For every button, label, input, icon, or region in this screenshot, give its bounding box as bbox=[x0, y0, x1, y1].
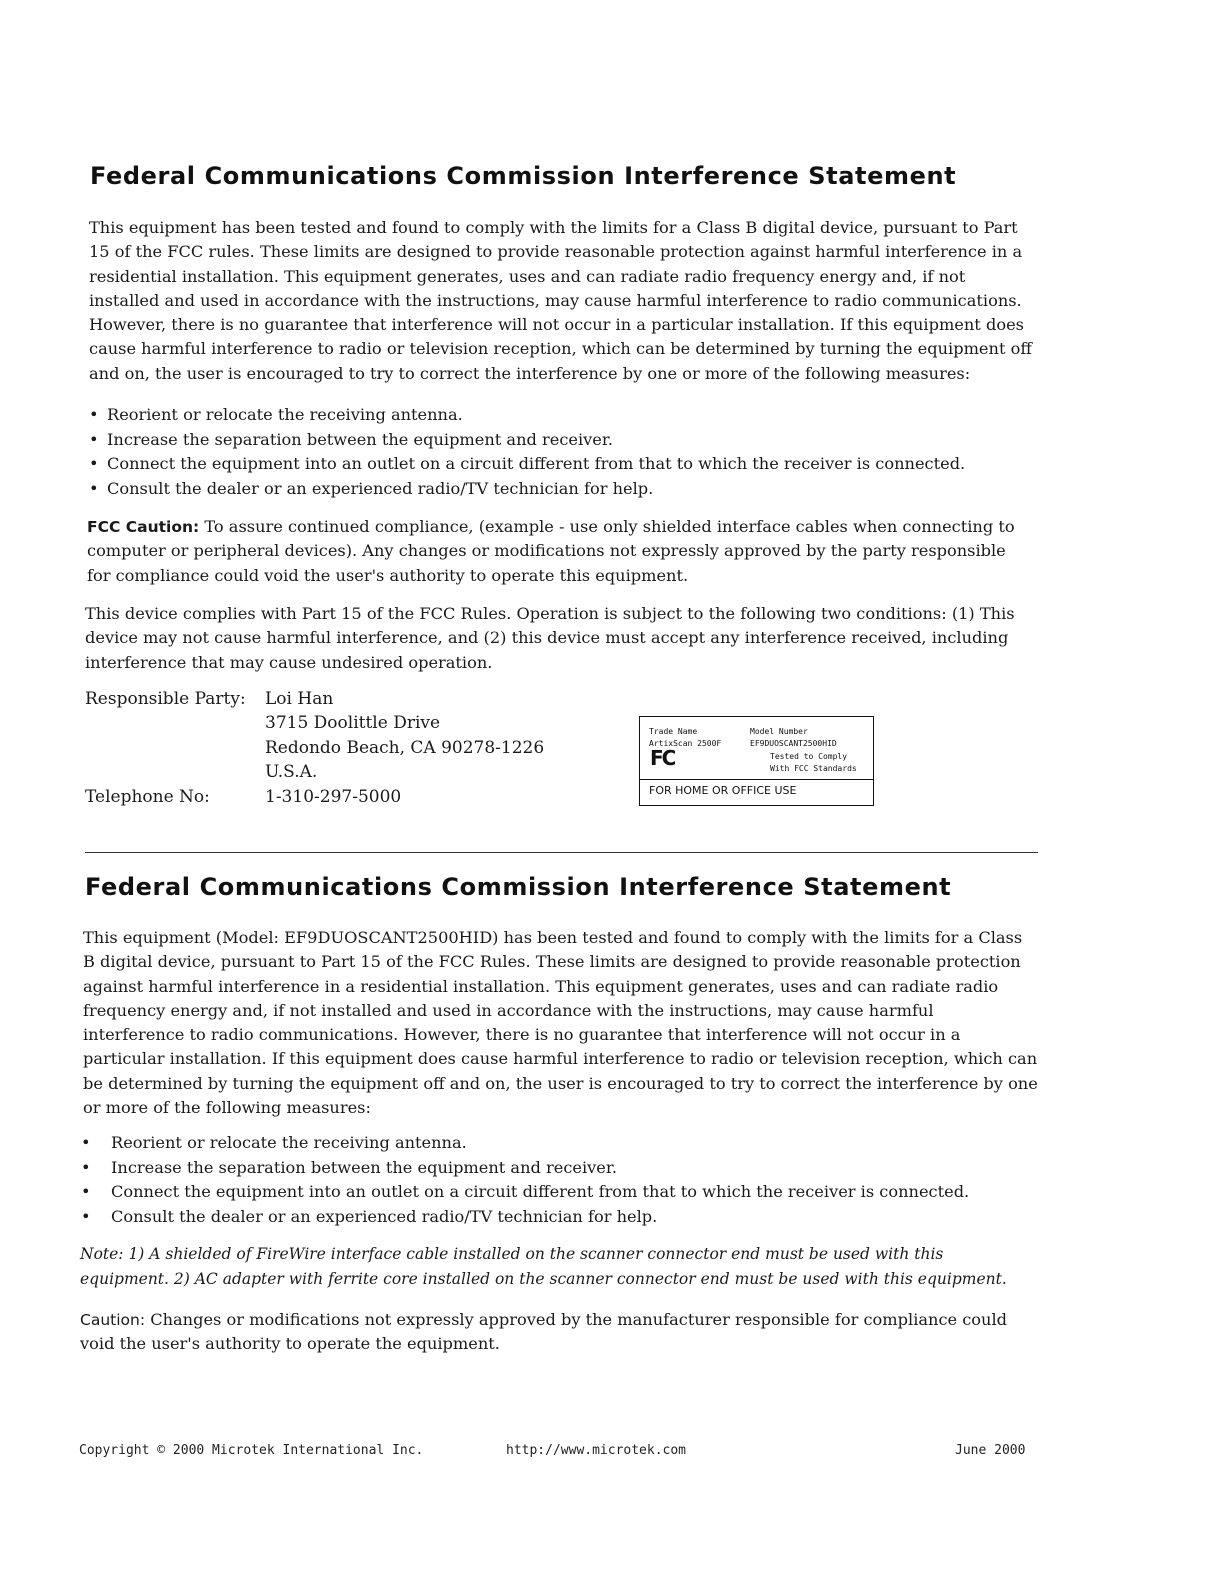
fcc-compliance-label bbox=[639, 716, 874, 806]
trade-name-value: ArtixScan 2500F bbox=[649, 739, 722, 748]
list-item: • Increase the separation between the equipment and receiver. bbox=[89, 428, 1039, 453]
section-divider bbox=[85, 852, 1038, 853]
section2-measures-list bbox=[81, 1131, 1036, 1229]
caution-text: To assure continued compliance, (example - use only shielded interface cables when connecting to computer or peripheral devices). Any changes or modifications not expressly approved by the party responsible for compliance could void the user's authority to operate this equipment. bbox=[87, 517, 1015, 585]
model-number-value: EF9DUOSCANT2500HID bbox=[750, 739, 837, 748]
caution-text: Changes or modifications not expressly approved by the manufacturer responsible for compliance could void the user's authority to operate the equipment. bbox=[80, 1310, 1008, 1354]
list-item: • Connect the equipment into an outlet on a circuit different from that to which the receiver is connected. bbox=[89, 452, 1039, 477]
section1-measures-list bbox=[89, 403, 1039, 501]
trade-name-heading: Trade Name bbox=[649, 727, 698, 736]
list-item: • Consult the dealer or an experienced radio/TV technician for help. bbox=[89, 477, 1039, 502]
label-divider bbox=[640, 779, 873, 780]
fcc-logo-icon: FC bbox=[650, 746, 675, 770]
list-item: • Consult the dealer or an experienced radio/TV technician for help. bbox=[81, 1205, 1036, 1230]
responsible-party-label: Responsible Party: bbox=[85, 689, 246, 709]
section1-caution bbox=[87, 515, 1027, 588]
footer-copyright: Copyright © 2000 Microtek International Inc. bbox=[79, 1443, 424, 1458]
label-footer: FOR HOME OR OFFICE USE bbox=[649, 784, 797, 797]
caution-label: FCC Caution: bbox=[87, 518, 200, 536]
party-name: Loi Han bbox=[265, 689, 334, 709]
tested-line-2: With FCC Standards bbox=[770, 764, 857, 773]
section2-intro: This equipment (Model: EF9DUOSCANT2500HID) has been tested and found to comply with the limits for a Class B digital device, pursuant to Part 15 of the FCC Rules. These limits are designed to provide reasonable protection against harmful interference in a residential installation. This equipment generates, uses and can radiate radio frequency energy and, if not installed and used in accordance with the instructions, may cause harmful interference to radio communications. However, there is no guarantee that interference will not occur in a particular installation. If this equipment does cause harmful interference to radio or television reception, which can be determined by turning the equipment off and on, the user is encouraged to try to correct the interference by one or more of the following measures: bbox=[83, 928, 1038, 1118]
section2-title: Federal Communications Commission Interference Statement bbox=[85, 873, 952, 901]
model-number-heading: Model Number bbox=[750, 727, 808, 736]
address-line-2: Redondo Beach, CA 90278-1226 bbox=[265, 738, 545, 758]
section2-note: Note: 1) A shielded of FireWire interface cable installed on the scanner connector end must be used with this equipment. 2) AC adapter with ferrite core installed on the scanner connector end must be used with this equipment. bbox=[80, 1245, 1007, 1288]
section1-intro: This equipment has been tested and found to comply with the limits for a Class B digital device, pursuant to Part 15 of the FCC rules. These limits are designed to provide reasonable protection against harmful interference in a residential installation. This equipment generates, uses and can radiate radio frequency energy and, if not installed and used in accordance with the instructions, may cause harmful interference to radio communications. However, there is no guarantee that interference will not occur in a particular installation. If this equipment does cause harmful interference to radio or television reception, which can be determined by turning the equipment off and on, the user is encouraged to try to correct the interference by one or more of the following measures: bbox=[89, 218, 1032, 383]
address-line-3: U.S.A. bbox=[265, 762, 318, 782]
telephone-label: Telephone No: bbox=[85, 787, 210, 807]
list-item: • Reorient or relocate the receiving antenna. bbox=[81, 1131, 1036, 1156]
list-item: • Increase the separation between the equipment and receiver. bbox=[81, 1156, 1036, 1181]
section2-caution bbox=[80, 1308, 1035, 1357]
footer-date: June 2000 bbox=[955, 1443, 1026, 1458]
list-item: • Reorient or relocate the receiving antenna. bbox=[89, 403, 1039, 428]
address-line-1: 3715 Doolittle Drive bbox=[265, 713, 441, 733]
footer-url: http://www.microtek.com bbox=[506, 1443, 687, 1458]
caution-label: Caution: bbox=[80, 1311, 146, 1329]
telephone-number: 1-310-297-5000 bbox=[265, 787, 402, 807]
section1-compliance: This device complies with Part 15 of the FCC Rules. Operation is subject to the following two conditions: (1) This device may not cause harmful interference, and (2) this device must accept any interference received, including interference that may cause undesired operation. bbox=[85, 604, 1015, 672]
section1-title: Federal Communications Commission Interference Statement bbox=[90, 162, 957, 190]
tested-line-1: Tested to Comply bbox=[770, 752, 848, 761]
list-item: • Connect the equipment into an outlet on a circuit different from that to which the receiver is connected. bbox=[81, 1180, 1036, 1205]
